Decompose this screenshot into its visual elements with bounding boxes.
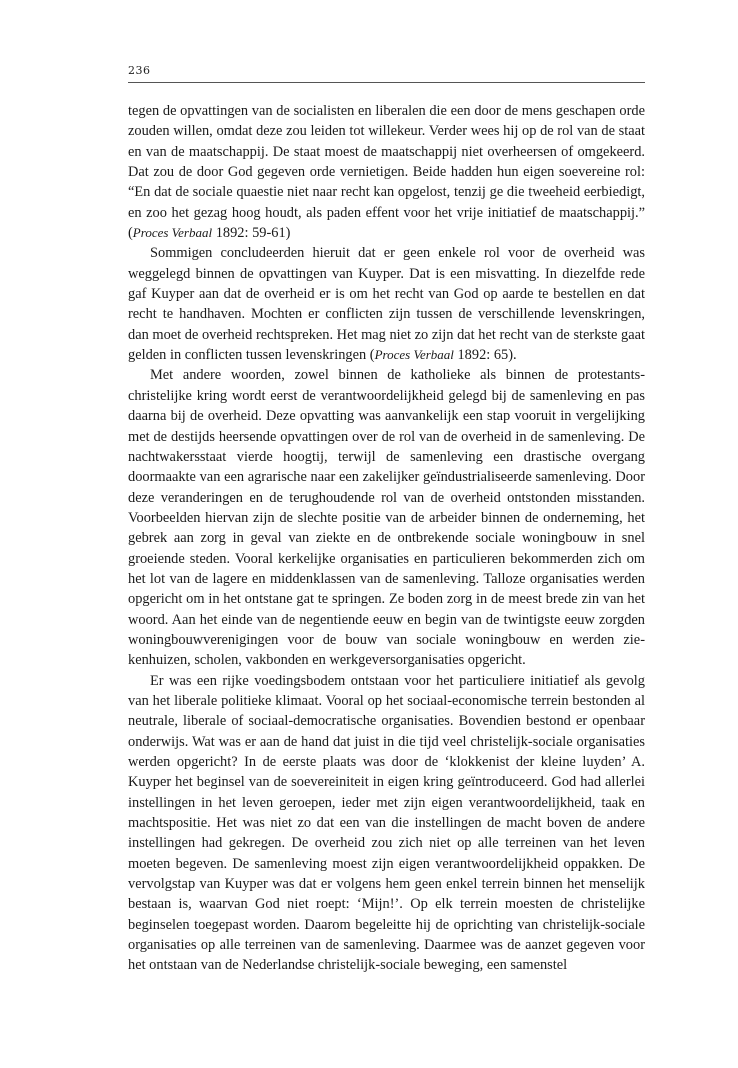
paragraph-4: Er was een rijke voedingsbodem ontstaan voor het particuliere initiatief als gevolg van het liberale politieke klimaat. Vooral op het sociaal-economische terrein bestonden al neutrale, liberale of sociaal-democratische organisaties. Bovendien bestond er openbaar onderwijs. Wat was er aan de hand dat juist in die tijd veel christelijk-sociale organisaties werden opgericht? In de eerste plaats was door de ‘klokkenist der kleine luyden’ A. Kuyper het beginsel van de soevereiniteit in eigen kring geïntroduceerd. God had allerlei instellingen in het leven geroepen, ieder met zijn eigen verantwoordelijkheid, taak en machtspositie. Het was niet zo dat een van die instellingen de macht boven de andere instellingen had gekregen. De overheid zou zich niet op alle terreinen van het leven moeten begeven. De samenleving moest zijn eigen verantwoordelijkheid oppakken. De vervolgstap van Kuyper was dat er volgens hem geen enkel terrein binnen het menselijk bestaan is, waarvan God niet roept: ‘Mijn!’. Op elk terrein moesten de christelijke beginselen toegepast worden. Daarom begeleitte hij de oprichting van christelijk-sociale organisaties op alle terreinen van de samenleving. Daarmee was de aanzet gegeven voor het ontstaan van de Nederlandse christelijk-sociale beweging, een samenstel xyxy=(128,672,645,974)
paragraph-2-text: Sommigen concludeerden hieruit dat er geen enkele rol voor de overheid was weggelegd binnen de opvattingen van Kuyper. Dat is een misvatting. In diezelfde rede gaf Kuyper aan dat de overheid er is om het recht van God op aarde te bestellen en dat recht te handhaven. Mochten er conflicten zijn tussen de verschillende levenskringen, dan moet de overheid rechtspreken. Het mag niet zo zijn dat het recht van de sterkste gaat gelden in conflicten tussen levenskringen ( xyxy=(128,245,645,364)
citation-source: Proces Verbaal xyxy=(132,225,213,241)
paragraph-3: Met andere woorden, zowel binnen de katholieke als binnen de protestants-christelijke kring wordt eerst de verantwoordelijkheid gelegd bij de samenleving en pas daarna bij de overheid. Deze opvatting was aanvankelijk een stap vooruit in vergelijking met de destijds heersende opvattingen over de rol van de overheid in de samenleving. De nachtwakersstaat vierde hoogtij, terwijl de samenleving een drastische overgang doormaakte van een agrarische naar een zakelijker geïndustrialiseerde samenleving. Door deze veranderingen en de terughoudende rol van de overheid ontstonden misstanden. Voorbeelden hiervan zijn de slechte positie van de arbeider binnen de onderneming, het gebrek aan zorg in geval van ziekte en de ontbrekende sociale woningbouw in snel groeiende steden. Vooral kerkelijke organisaties en particulieren bekommerden zich om het lot van de lagere en middenklassen van de samenleving. Talloze organisaties werden opgericht om in het ontstane gat te springen. Ze boden zorg in de meest brede zin van het woord. Aan het einde van de negentiende eeuw en begin van de twintigste eeuw zorgden woningbouwverenigingen voor de bouw van sociale woningbouw en werden ziekenhuizen, scholen, vakbonden en werkgeversorganisaties opgericht. xyxy=(128,367,645,669)
paragraph-1-text: tegen de opvattingen van de socialisten en liberalen die een door de mens geschapen orde zouden willen, omdat deze zou leiden tot willekeur. Verder wees hij op de rol van de staat en van de maatschappij. De staat moest de maatschappij niet overheersen of omgekeerd. Dat zou de door God gegeven orde vernietigen. Beide hadden hun eigen soevereine rol: “En dat de sociale quaestie niet naar recht kan opgelost, tenzij ge die tweeheid eerbiedigt, en zoo het gezag hoog houdt, als paden effent voor het vrije initiatief de maatschappij.” ( xyxy=(128,103,645,242)
body-text xyxy=(128,101,645,976)
citation-pages: 1892: 59-61) xyxy=(212,225,291,242)
page-number: 236 xyxy=(128,64,151,77)
paragraph-1 xyxy=(128,101,645,243)
citation-pages: 1892: 65). xyxy=(453,347,517,364)
paragraph-2 xyxy=(128,243,645,365)
header-rule xyxy=(128,82,645,83)
citation-source: Proces Verbaal xyxy=(374,347,454,363)
